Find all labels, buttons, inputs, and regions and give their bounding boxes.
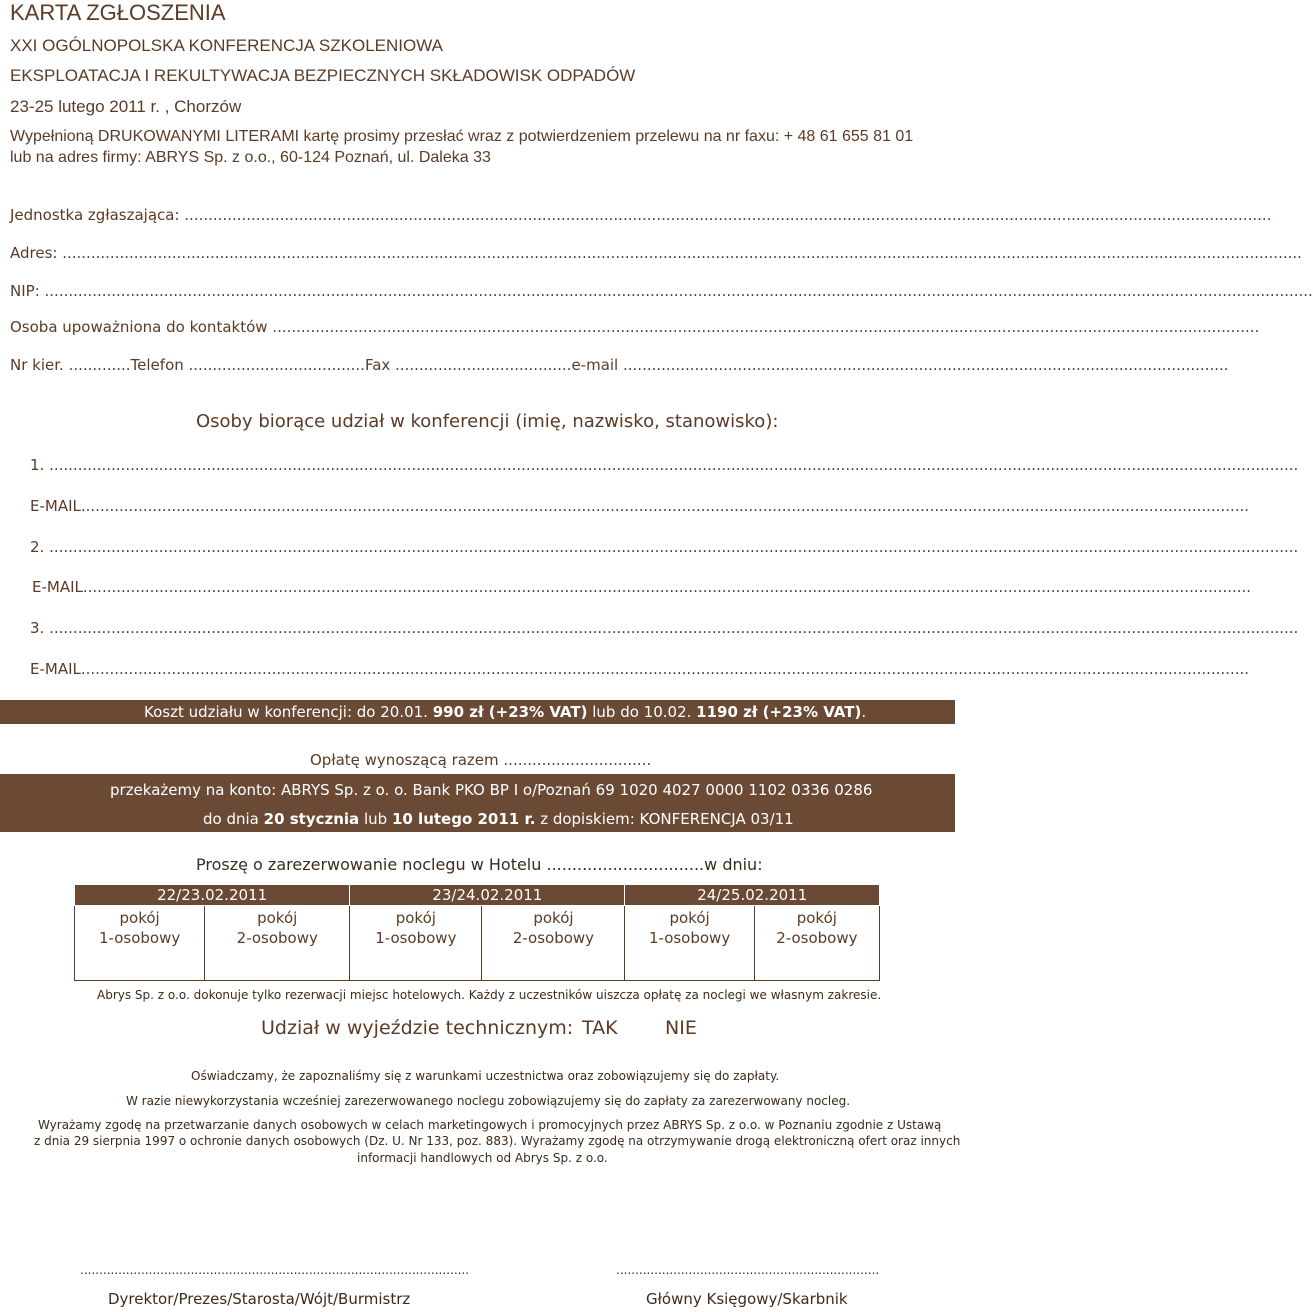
payment-amount-field[interactable]: Opłatę wynoszącą razem ............................... [310, 751, 652, 769]
room-word: pokój [533, 909, 574, 927]
deadline-date-2: 10 lutego 2011 r. [391, 810, 536, 828]
payment-deadline [203, 810, 794, 828]
conference-topic: EKSPLOATACJA I REKULTYWACJA BEZPIECZNYCH SKŁADOWISK ODPADÓW [10, 66, 636, 85]
room-cell-1[interactable] [75, 906, 205, 981]
participant-1-field[interactable]: 1. ...................................................................................................................................................................................................................................................................... [30, 456, 1299, 474]
declaration-3-line-3: informacji handlowych od Abrys Sp. z o.o. [357, 1151, 608, 1165]
conference-date: 23-25 lutego 2011 r. , Chorzów [10, 97, 242, 116]
participant-2-email-field[interactable]: E-MAIL..................................................................................................................................................................................................................................................... [32, 578, 1252, 596]
declaration-3-line-1: Wyrażamy zgodę na przetwarzanie danych osobowych w celach marketingowych i promocyjnych przez ABRYS Sp. z o.o. w Poznaniu zgodnie z Ustawą [38, 1118, 942, 1132]
room-type: 2-osobowy [236, 929, 318, 947]
room-cell-6[interactable] [754, 906, 879, 981]
cost-price-late: 1190 zł (+23% VAT) [696, 703, 862, 721]
cost-mid: lub do 10.02. [592, 703, 692, 721]
hotel-date-1: 22/23.02.2011 [75, 885, 350, 906]
room-word: pokój [669, 909, 710, 927]
deadline-note: z dopiskiem: KONFERENCJA 03/11 [540, 810, 794, 828]
unit-field[interactable]: Jednostka zgłaszająca: .................................................................................................................................................................................................................................... [10, 206, 1272, 224]
declaration-3-line-2: z dnia 29 sierpnia 1997 o ochronie danych osobowych (Dz. U. Nr 133, poz. 883). Wyrażamy zgodę na otrzymywanie drogą elektroniczną ofert oraz innych [34, 1134, 961, 1148]
deadline-prefix: do dnia [203, 810, 259, 828]
hotel-date-3: 24/25.02.2011 [625, 885, 880, 906]
room-type: 2-osobowy [512, 929, 595, 947]
cost-end: . [861, 703, 867, 721]
room-cell-5[interactable] [625, 906, 754, 981]
trip-no-option[interactable]: NIE [665, 1017, 697, 1039]
signature-line-left[interactable]: ...................................................................................................... [80, 1263, 470, 1277]
declaration-1: Oświadczamy, że zapoznaliśmy się z warunkami uczestnictwa oraz zobowiązujemy się do zapłaty. [191, 1069, 780, 1083]
room-cell-3[interactable] [350, 906, 482, 981]
form-title: KARTA ZGŁOSZENIA [10, 0, 226, 25]
signature-label-left: Dyrektor/Prezes/Starosta/Wójt/Burmistrz [108, 1290, 411, 1308]
room-cell-4[interactable] [482, 906, 625, 981]
participant-1-email-field[interactable]: E-MAIL..................................................................................................................................................................................................................................................... [30, 497, 1250, 515]
room-type: 1-osobowy [375, 929, 457, 947]
participant-3-email-field[interactable]: E-MAIL..................................................................................................................................................................................................................................................... [30, 660, 1250, 678]
room-type: 2-osobowy [776, 929, 858, 947]
conference-name: XXI OGÓLNOPOLSKA KONFERENCJA SZKOLENIOWA [10, 36, 443, 55]
declaration-2: W razie niewykorzystania wcześniej zarezerwowanego noclegu zobowiązujemy się do zapłaty za zarezerwowany nocleg. [126, 1094, 851, 1108]
room-word: pokój [395, 909, 436, 927]
instructions-line-2: lub na adres firmy: ABRYS Sp. z o.o., 60-124 Poznań, ul. Daleka 33 [10, 149, 491, 166]
hotel-request[interactable]: Proszę o zarezerwowanie noclegu w Hotelu ...............................w dniu: [196, 855, 763, 874]
signature-label-right: Główny Księgowy/Skarbnik [646, 1290, 848, 1308]
cost-label: Koszt udziału w konferencji: do 20.01. [144, 703, 428, 721]
cost-line [144, 703, 866, 721]
signature-line-right[interactable]: ..................................................................... [616, 1263, 880, 1277]
deadline-mid: lub [363, 810, 388, 828]
trip-label: Udział w wyjeździe technicznym: [261, 1017, 574, 1039]
room-type: 1-osobowy [648, 929, 731, 947]
hotel-note: Abrys Sp. z o.o. dokonuje tylko rezerwacji miejsc hotelowych. Każdy z uczestników uiszcza opłatę za noclegi we własnym zakresie. [97, 988, 882, 1002]
participant-2-field[interactable]: 2. ...................................................................................................................................................................................................................................................................... [30, 538, 1299, 556]
participants-heading: Osoby biorące udział w konferencji (imię, nazwisko, stanowisko): [196, 411, 779, 432]
participant-3-field[interactable]: 3. ...................................................................................................................................................................................................................................................................... [30, 619, 1299, 637]
room-cell-2[interactable] [205, 906, 350, 981]
hotel-table [74, 884, 880, 981]
payment-account: przekażemy na konto: ABRYS Sp. z o. o. Bank PKO BP I o/Poznań 69 1020 4027 0000 1102 0336 0286 [110, 781, 873, 799]
room-word: pokój [119, 909, 160, 927]
address-field[interactable]: Adres: .................................................................................................................................................................................................................................................................... [10, 244, 1302, 262]
cost-price-early: 990 zł (+23% VAT) [432, 703, 588, 721]
room-type: 1-osobowy [98, 929, 181, 947]
instructions-line-1: Wypełnioną DRUKOWANYMI LITERAMI kartę prosimy przesłać wraz z potwierdzeniem przelewu na nr faxu: + 48 61 655 81 01 [10, 128, 914, 145]
room-word: pokój [796, 909, 837, 927]
nip-field[interactable]: NIP: .......................................................................................................................................................................................................................................................................... [10, 282, 1313, 300]
hotel-date-2: 23/24.02.2011 [350, 885, 625, 906]
trip-yes-option[interactable]: TAK [582, 1017, 618, 1039]
room-word: pokój [257, 909, 298, 927]
contact-person-field[interactable]: Osoba upoważniona do kontaktów ............................................................................................................................................................................................................... [10, 318, 1260, 336]
phone-fax-email-field[interactable]: Nr kier. .............Telefon .....................................Fax .....................................e-mail ............................................................................................................................... [10, 356, 1229, 374]
deadline-date-1: 20 stycznia [263, 810, 360, 828]
